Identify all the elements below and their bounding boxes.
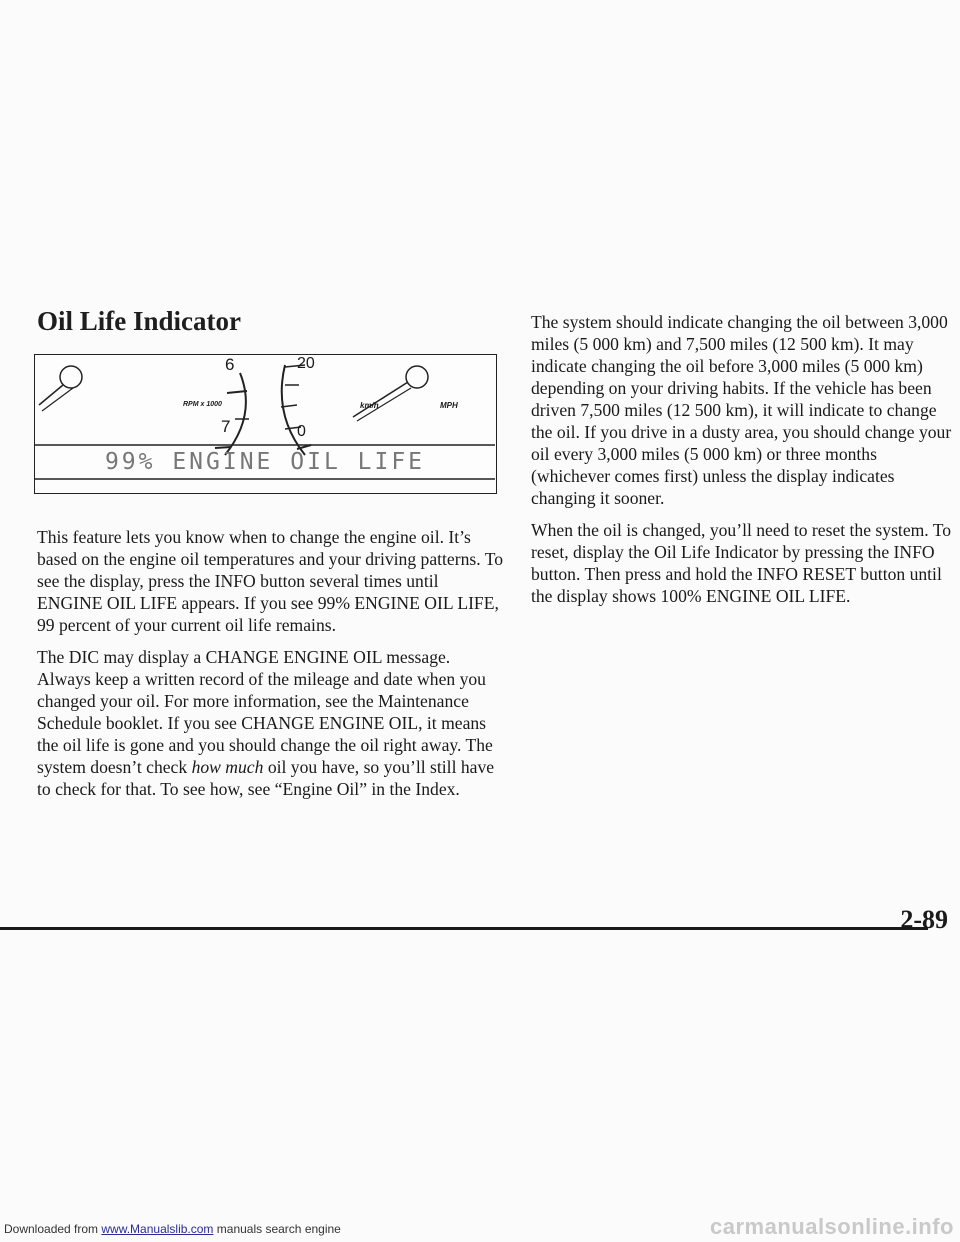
tach-number-6: 6: [225, 355, 235, 374]
speedo-unit-kmh: km/h: [360, 401, 379, 410]
speedometer-arc: [282, 365, 305, 455]
speedo-unit-mph: MPH: [440, 401, 458, 410]
tach-number-7: 7: [221, 417, 231, 436]
left-column: [37, 526, 507, 810]
paragraph-feature-intro: This feature lets you know when to change the engine oil. It’s based on the engine oil temperatures and your driving patterns. To see the display, press the INFO button several times until ENGINE OIL LIFE appears. If you see 99% ENGINE OIL LIFE, 99 percent of your current oil life remains.: [37, 527, 504, 635]
right-column: [531, 311, 956, 617]
speedo-number-0: 0: [297, 423, 306, 440]
download-footer: Downloaded from www.Manualslib.com manuals search engine: [4, 1222, 341, 1236]
emphasis-how-much: how much: [191, 757, 264, 777]
footer-rule: [0, 927, 928, 930]
paragraph-reset-system: When the oil is changed, you’ll need to reset the system. To reset, display the Oil Life Indicator by pressing the INFO button. Then press and hold the INFO RESET button until the display shows 100% ENGINE OIL LIFE.: [531, 520, 952, 606]
speedo-number-20: 20: [297, 355, 315, 372]
speedometer-needle: [353, 382, 408, 417]
driver-info-display-text: 99% ENGINE OIL LIFE: [104, 449, 426, 475]
speedometer-hub: [406, 366, 428, 388]
page-number: 2-89: [900, 905, 948, 934]
paragraph-change-oil-message: The DIC may display a CHANGE ENGINE OIL message. Always keep a written record of the mileage and date when you changed your oil. For more information, see the Maintenance Schedule booklet. If you see CHANGE ENGINE OIL, it means the oil life is gone and you should change the oil right away. The system doesn’t check how much oil you have, so you’ll still have to check for that. To see how, see “Engine Oil” in the Index.: [37, 647, 495, 799]
instrument-cluster-illustration: [34, 354, 497, 494]
paragraph-change-interval: The system should indicate changing the oil between 3,000 miles (5 000 km) and 7,500 miles (12 500 km). It may indicate changing the oil before 3,000 miles (5 000 km) depending on your driving habits. If the vehicle has been driven 7,500 miles (12 500 km), it will indicate to change the oil. If you drive in a dusty area, you should change your oil every 3,000 miles (5 000 km) or three months (whichever comes first) unless the display indicates changing it sooner.: [531, 312, 952, 508]
tachometer-needle: [39, 385, 63, 405]
section-heading: Oil Life Indicator: [37, 306, 241, 336]
tach-scale-label: RPM x 1000: [183, 401, 222, 408]
tachometer-arc: [225, 373, 246, 455]
watermark-logo: carmanualsonline.info: [710, 1214, 954, 1239]
tachometer-hub: [60, 366, 82, 388]
manualslib-link[interactable]: www.Manualslib.com: [101, 1222, 214, 1236]
